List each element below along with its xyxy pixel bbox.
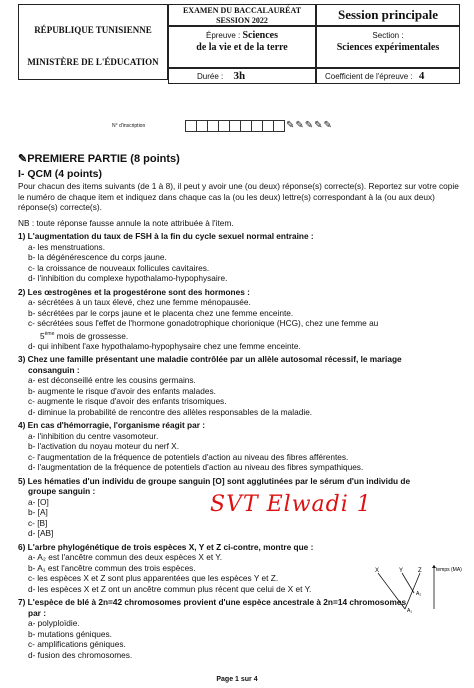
header xyxy=(18,4,460,110)
exam-session: SESSION 2022 xyxy=(216,16,268,25)
inscription-label: N° d'inscription xyxy=(112,123,146,129)
tree-label-x: X xyxy=(375,568,380,574)
q2-option-d: d- qui inhibent l'axe hypothalamo-hypophysaire chez une femme enceinte. xyxy=(28,340,301,351)
q7-option-d: d- fusion des chromosomes. xyxy=(28,649,133,660)
session-box: Session principale xyxy=(316,4,460,26)
section-box xyxy=(316,26,460,68)
q7-option-a: a- polyploïdie. xyxy=(28,618,80,629)
q1-option-c: c- la croissance de nouveaux follicules cavitaires. xyxy=(28,262,210,273)
q5-title-cont: groupe sanguin : xyxy=(28,486,96,497)
tree-label-a2: A₂ xyxy=(416,591,422,597)
q2-c-text: mois de grossesse. xyxy=(56,330,129,341)
q5-option-d: d- [AB] xyxy=(28,528,54,539)
q3-option-c: c- augmente le risque d'avoir des enfants trisomiques. xyxy=(28,396,227,407)
q5-option-a: a- [O] xyxy=(28,496,49,507)
q4-option-a: a- l'inhibition du centre vasomoteur. xyxy=(28,430,159,441)
q6-option-a: a- A₂ est l'ancêtre commun des deux espèces X et Y. xyxy=(28,552,223,563)
exam-title: EXAMEN DU BACCALAURÉAT xyxy=(182,6,302,15)
q5-title: 5) Les hématies d'un individu de groupe sanguin [O] sont agglutinées par le sérum d'un individu de xyxy=(18,475,411,486)
q6-title: 6) L'arbre phylogénétique de trois espèces X, Y et Z ci-contre, montre que : xyxy=(18,541,314,552)
ministry-box xyxy=(18,4,168,80)
duree-label: Durée : xyxy=(197,72,224,81)
nb-text: NB : toute réponse fausse annule la note attribuée à l'item. xyxy=(18,217,234,228)
tree-label-a1: A₁ xyxy=(407,608,413,613)
duree-value: 3h xyxy=(233,70,246,82)
tree-axis-label: temps (MA) xyxy=(436,567,462,573)
phylogenetic-tree xyxy=(372,565,462,613)
q7-option-b: b- mutations géniques. xyxy=(28,628,112,639)
tree-label-y: Y xyxy=(399,568,404,574)
q3-option-d: d- diminue la probabilité de rencontre des allèles responsables de la maladie. xyxy=(28,406,313,417)
q1-title: 1) L'augmentation du taux de FSH à la fin du cycle sexuel normal entraine : xyxy=(18,231,314,241)
page-footer: Page 1 sur 4 xyxy=(216,676,258,683)
q7-option-c: c- amplifications géniques. xyxy=(28,639,126,650)
q2-title: 2) Les œstrogènes et la progestérone sont des hormones : xyxy=(18,286,250,297)
part-title: ✎PREMIERE PARTIE (8 points) xyxy=(18,153,180,165)
q3-option-b: b- augmente le risque d'avoir des enfants malades. xyxy=(28,385,216,396)
q5-option-c: c- [B] xyxy=(28,517,48,528)
q2-c-sup: ème xyxy=(44,330,55,337)
q4-option-c: c- l'augmentation de la fréquence de potentiels d'action au niveau des fibres afférentes. xyxy=(28,451,349,462)
inscription-boxes[interactable] xyxy=(186,120,285,132)
coef-label: Coefficient de l'épreuve : xyxy=(325,72,413,81)
epreuve-box xyxy=(168,26,316,68)
q6-option-c: c- les espèces X et Z sont plus apparentées que les espèces Y et Z. xyxy=(28,573,279,584)
q7-title-cont: par : xyxy=(28,607,46,618)
ministry-label: MINISTÈRE DE L'ÉDUCATION xyxy=(27,57,159,67)
coef-value: 4 xyxy=(418,70,425,82)
section-label: Section : xyxy=(372,31,404,40)
q7-title: 7) L'espèce de blé à 2n=42 chromosomes provient d'une espèce ancestrale à 2n=14 chromosomes xyxy=(18,597,407,608)
q2-option-a: a- sécrétées à un taux élevé, chez une femme ménopausée. xyxy=(28,297,251,307)
q1-option-a: a- les menstruations. xyxy=(28,241,106,252)
q2-c-num: 5 xyxy=(40,330,45,341)
q1-option-b: b- la dégénérescence du corps jaune. xyxy=(28,252,167,262)
inscription-box[interactable] xyxy=(273,120,285,132)
watermark-text: SVT Elwadi 1 xyxy=(210,492,372,517)
q3-option-a: a- est déconseillé entre les cousins germains. xyxy=(28,375,196,386)
q4-option-d: d- l'augmentation de la fréquence de potentiels d'action au niveau des fibres sympathiques. xyxy=(28,462,364,473)
epreuve-value2: de la vie et de la terre xyxy=(196,42,288,53)
pencil-icons: ✎✎✎✎✎ xyxy=(286,120,333,131)
exam-box xyxy=(168,4,316,26)
q6-option-b: b- A₁ est l'ancêtre commun des trois espèces. xyxy=(28,562,196,573)
q4-title: 4) En cas d'hémorragie, l'organisme réagit par : xyxy=(18,420,205,431)
duree-box xyxy=(168,68,316,84)
q5-option-b: b- [A] xyxy=(28,507,48,518)
coef-box xyxy=(316,68,460,84)
q2-option-c-cont xyxy=(18,329,462,341)
q2-option-b: b- sécrétées par le corps jaune et le placenta chez une femme enceinte. xyxy=(28,307,294,318)
epreuve-value1: Sciences xyxy=(242,30,279,41)
qcm-title: I- QCM (4 points) xyxy=(18,168,102,180)
epreuve-label: Épreuve : xyxy=(205,31,241,40)
q1-option-d: d- l'inhibition du complexe hypothalamo-hypophysaire. xyxy=(28,273,228,283)
q3-title-cont: consanguin : xyxy=(28,364,80,375)
tree-label-z: Z xyxy=(418,568,422,574)
q2-option-c: c- sécrétées sous l'effet de l'hormone gonadotrophique chorionique (HCG), chez une femme au xyxy=(28,318,379,328)
section-value: Sciences expérimentales xyxy=(336,42,440,53)
republic-label: RÉPUBLIQUE TUNISIENNE xyxy=(34,25,152,35)
q4-option-b: b- l'activation du noyau moteur du nerf X. xyxy=(28,441,180,452)
q6-option-d: d- les espèces X et Z ont un ancêtre commun plus récent que celui de X et Y. xyxy=(28,583,312,594)
intro-text: Pour chacun des items suivants (de 1 à 8), il peut y avoir une (ou deux) réponse(s) correcte(s). Reportez sur votre copie le numéro de chaque item et indiquez dans chaque cas la (ou les deux) lettre(s) correspondant à la (ou aux deux) réponse(s) correcte(s). xyxy=(18,181,459,212)
q3-title: 3) Chez une famille présentant une maladie contrôlée par un allèle autosomal récessif, le mariage xyxy=(18,354,402,365)
